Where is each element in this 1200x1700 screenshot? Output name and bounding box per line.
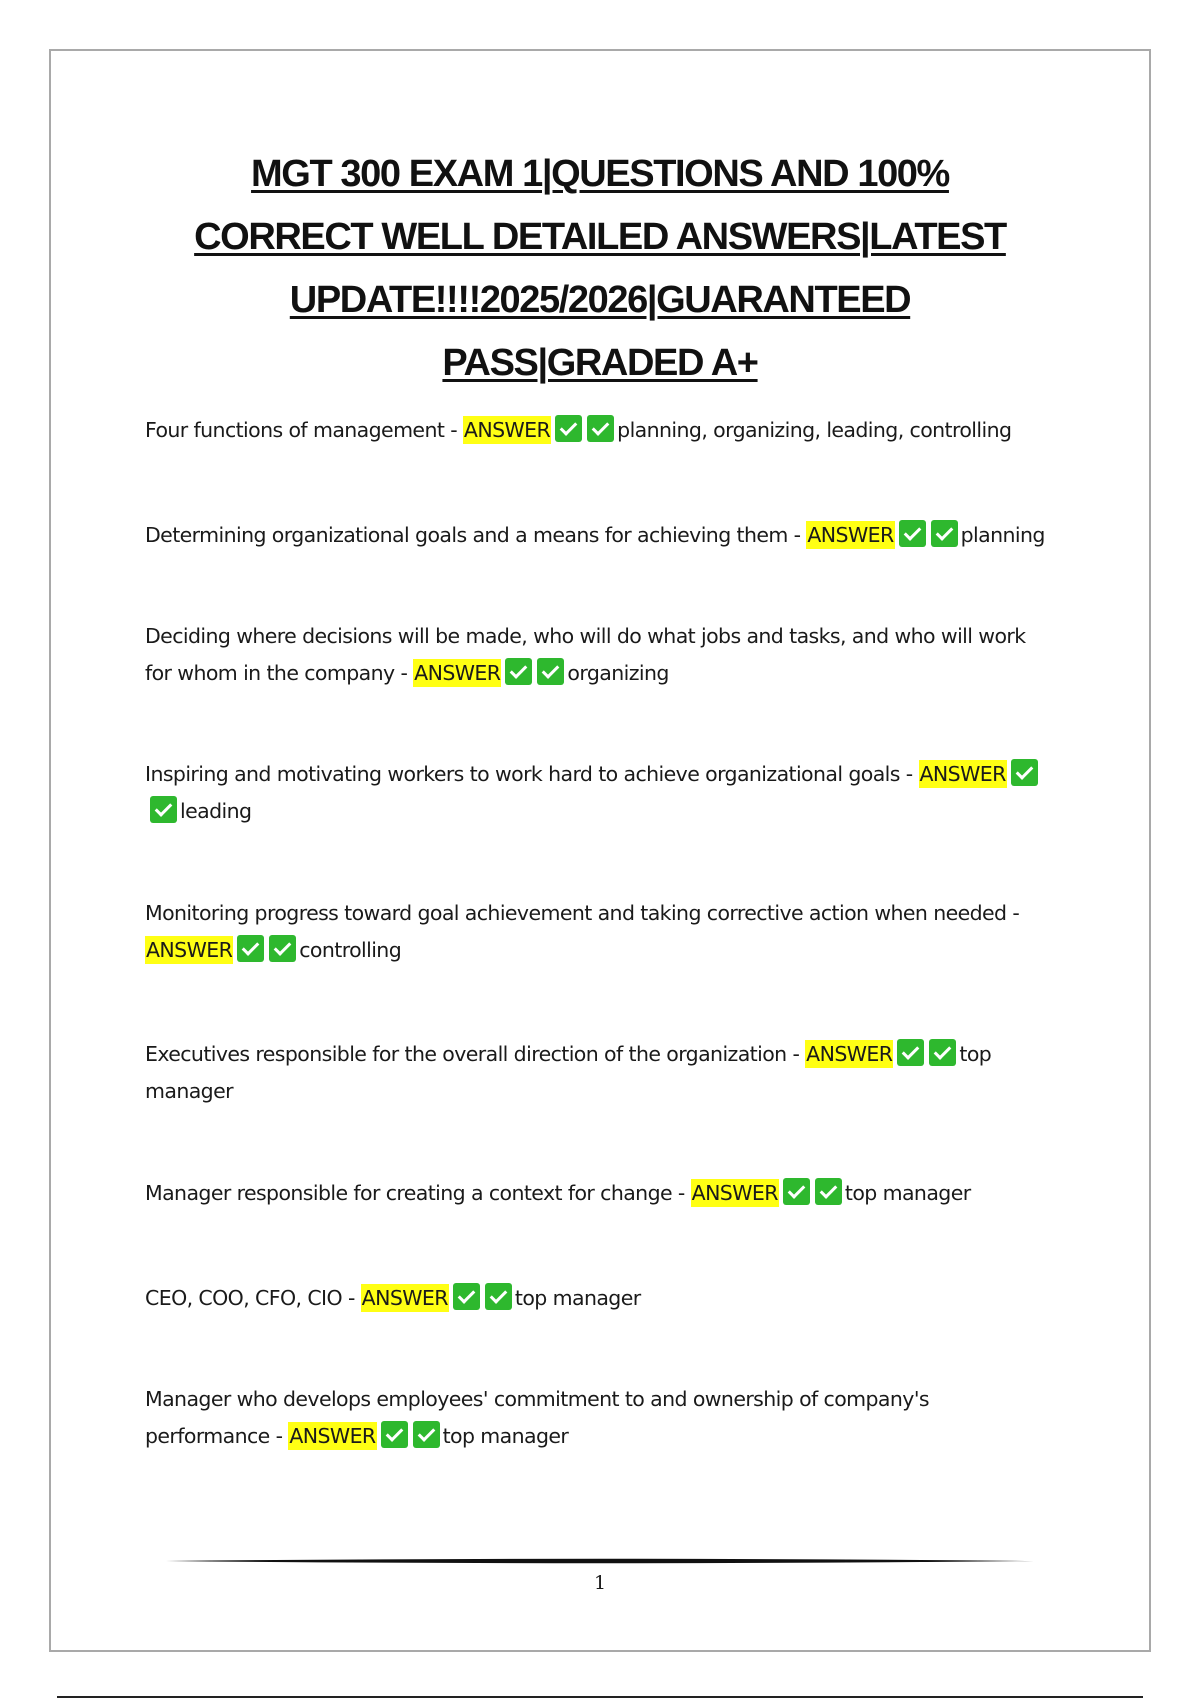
qa-item — [145, 1175, 1055, 1212]
answer-highlight: ANSWER — [691, 1181, 778, 1205]
check-mark-icon — [269, 935, 296, 962]
answer-text: controlling — [299, 938, 402, 962]
qa-item — [145, 1280, 1055, 1317]
check-mark-icon — [381, 1421, 408, 1448]
bottom-divider — [57, 1696, 1143, 1698]
check-mark-icon — [485, 1283, 512, 1310]
check-mark-icon — [237, 935, 264, 962]
answer-text: top manager — [514, 1286, 641, 1310]
question-text: Four functions of management - — [145, 418, 463, 442]
check-mark-icon — [150, 796, 177, 823]
answer-text: leading — [180, 799, 252, 823]
answer-highlight: ANSWER — [414, 661, 501, 685]
answer-highlight: ANSWER — [806, 1042, 893, 1066]
check-mark-icon — [931, 520, 958, 547]
answer-text: top manager — [442, 1424, 569, 1448]
qa-item — [145, 1036, 1055, 1110]
check-mark-icon — [453, 1283, 480, 1310]
answer-text: planning, organizing, leading, controlling — [617, 418, 1012, 442]
qa-item — [145, 895, 1055, 969]
question-text: Manager who develops employees' commitment to and ownership of company's performance - — [145, 1387, 929, 1448]
qa-item — [145, 412, 1055, 449]
question-text: Monitoring progress toward goal achievement and taking corrective action when needed - — [145, 901, 1020, 925]
question-text: Executives responsible for the overall direction of the organization - — [145, 1042, 806, 1066]
answer-text: organizing — [567, 661, 669, 685]
answer-text: top manager — [145, 1042, 992, 1103]
document-title — [0, 143, 1200, 395]
question-text: Determining organizational goals and a means for achieving them - — [145, 523, 807, 547]
qa-item — [145, 517, 1055, 554]
question-text: Inspiring and motivating workers to work hard to achieve organizational goals - — [145, 762, 919, 786]
qa-item — [145, 1381, 1055, 1455]
check-mark-icon — [1011, 759, 1038, 786]
answer-text: planning — [960, 523, 1045, 547]
title-line: UPDATE!!!!2025/2026|GUARANTEED — [289, 279, 911, 321]
check-mark-icon — [587, 415, 614, 442]
qa-item — [145, 756, 1055, 830]
answer-highlight: ANSWER — [807, 523, 894, 547]
title-line: CORRECT WELL DETAILED ANSWERS|LATEST — [194, 216, 1006, 258]
question-text: CEO, COO, CFO, CIO - — [145, 1286, 361, 1310]
answer-highlight: ANSWER — [919, 762, 1006, 786]
check-mark-icon — [555, 415, 582, 442]
answer-text: top manager — [844, 1181, 971, 1205]
qa-item — [145, 618, 1055, 692]
question-text: Deciding where decisions will be made, who will do what jobs and tasks, and who will work for whom in the company - — [145, 624, 1026, 685]
answer-highlight: ANSWER — [463, 418, 551, 442]
check-mark-icon — [783, 1178, 810, 1205]
title-line: MGT 300 EXAM 1|QUESTIONS AND 100% — [251, 153, 949, 195]
check-mark-icon — [537, 658, 564, 685]
answer-highlight: ANSWER — [361, 1286, 448, 1310]
footer-divider — [166, 1558, 1034, 1564]
check-mark-icon — [505, 658, 532, 685]
check-mark-icon — [897, 1039, 924, 1066]
check-mark-icon — [815, 1178, 842, 1205]
check-mark-icon — [899, 520, 926, 547]
answer-highlight: ANSWER — [289, 1424, 376, 1448]
check-mark-icon — [413, 1421, 440, 1448]
title-line: PASS|GRADED A+ — [442, 342, 758, 384]
page-number: 1 — [593, 1572, 607, 1594]
question-text: Manager responsible for creating a context for change - — [145, 1181, 691, 1205]
check-mark-icon — [929, 1039, 956, 1066]
answer-highlight: ANSWER — [146, 938, 233, 962]
